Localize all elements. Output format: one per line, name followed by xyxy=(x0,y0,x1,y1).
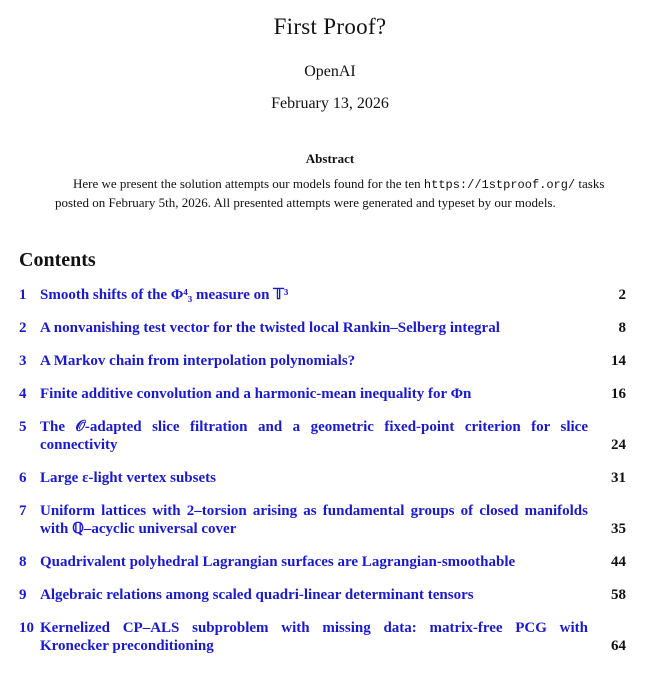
toc-number: 4 xyxy=(19,386,27,402)
document-date: February 13, 2026 xyxy=(271,95,389,112)
toc-number: 7 xyxy=(19,503,27,519)
toc-number: 2 xyxy=(19,320,27,336)
toc-page: 24 xyxy=(611,437,626,453)
toc-page: 58 xyxy=(611,587,626,603)
toc-title[interactable]: A nonvanishing test vector for the twisted local Rankin–Selberg integral xyxy=(40,320,500,336)
toc-number: 3 xyxy=(19,353,27,369)
abstract-heading: Abstract xyxy=(305,151,355,166)
toc-page: 2 xyxy=(618,287,626,303)
toc-number: 1 xyxy=(19,287,27,303)
abstract-url[interactable]: https://1stproof.org/ xyxy=(423,178,576,192)
toc-number: 10 xyxy=(19,620,34,636)
abstract-text-after: tasks posted on February 5th, 2026. All presented attempts were generated and typeset by our models. xyxy=(55,176,605,210)
toc-title[interactable]: Kernelized CP–ALS subproblem with missing data: matrix-free PCG with Kronecker preconditioning xyxy=(40,620,588,654)
toc-page: 8 xyxy=(618,320,626,336)
toc-number: 8 xyxy=(19,554,27,570)
toc-title[interactable]: Quadrivalent polyhedral Lagrangian surfaces are Lagrangian-smoothable xyxy=(40,554,516,570)
toc-title[interactable]: Finite additive convolution and a harmonic-mean inequality for Φn xyxy=(40,386,472,402)
toc-number: 9 xyxy=(19,587,27,603)
toc-title[interactable]: A Markov chain from interpolation polynomials? xyxy=(40,353,356,369)
toc-title[interactable]: Large ε-light vertex subsets xyxy=(40,470,216,486)
toc-page: 64 xyxy=(611,638,626,654)
toc-number: 6 xyxy=(19,470,27,486)
abstract-text-before: Here we present the solution attempts our models found for the ten xyxy=(73,176,424,191)
toc-page: 44 xyxy=(611,554,626,570)
toc-title[interactable]: Smooth shifts of the Φ⁴₃ measure on 𝕋³ xyxy=(40,287,289,303)
toc-page: 14 xyxy=(611,353,626,369)
toc-page: 16 xyxy=(611,386,626,402)
toc-title[interactable]: The 𝒪-adapted slice filtration and a geometric fixed-point criterion for slice connectivity xyxy=(40,419,588,453)
document-title: First Proof? xyxy=(273,14,387,39)
toc-page: 35 xyxy=(611,521,626,537)
toc-title[interactable]: Uniform lattices with 2–torsion arising as fundamental groups of closed manifolds with ℚ–acyclic universal cover xyxy=(40,503,588,537)
toc-number: 5 xyxy=(19,419,27,435)
toc-title[interactable]: Algebraic relations among scaled quadri-linear determinant tensors xyxy=(40,587,474,603)
contents-heading: Contents xyxy=(19,249,96,271)
document-author: OpenAI xyxy=(304,63,356,80)
toc-page: 31 xyxy=(611,470,626,486)
